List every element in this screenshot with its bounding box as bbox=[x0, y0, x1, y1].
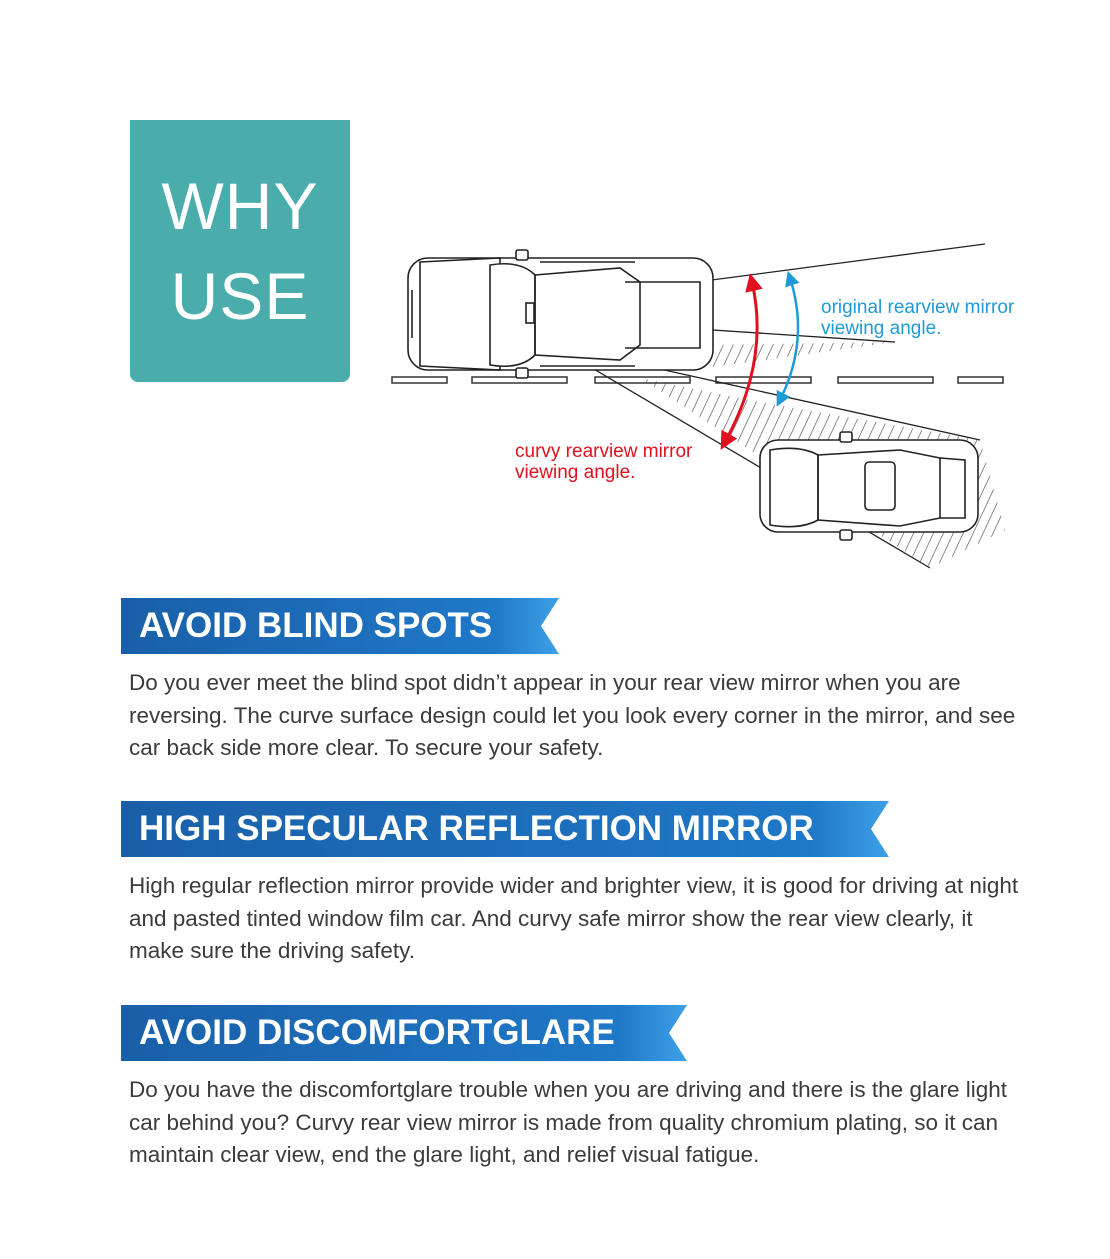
original-label-line1: original rearview mirror bbox=[821, 297, 1015, 318]
section-banner-specular bbox=[121, 801, 891, 857]
section-body: Do you ever meet the blind spot didn’t appear in your rear view mirror when you are reversing. The curve surface design could let you look every corner in the mirror, and see car back side more clear. To secure your safety. bbox=[129, 670, 1016, 760]
section-body: Do you have the discomfortglare trouble when you are driving and there is the glare light car behind you? Curvy rear view mirror is made from quality chromium plating, so it can maintain clear view, end the glare light, and relief visual fatigue. bbox=[129, 1077, 1008, 1167]
section-title: AVOID DISCOMFORTGLARE bbox=[139, 1013, 615, 1052]
original-angle-arrow bbox=[780, 278, 798, 400]
car-behind-icon bbox=[760, 432, 978, 540]
original-label-line2: viewing angle. bbox=[821, 318, 942, 339]
section-banner-blind-spots bbox=[121, 598, 561, 654]
section-title: HIGH SPECULAR REFLECTION MIRROR bbox=[139, 809, 814, 848]
curvy-label-line1: curvy rearview mirror bbox=[515, 441, 693, 462]
why-text: WHY bbox=[161, 169, 319, 243]
car-front-icon bbox=[408, 250, 713, 378]
use-text: USE bbox=[170, 259, 310, 333]
curvy-label-line2: viewing angle. bbox=[515, 462, 636, 483]
section-body: High regular reflection mirror provide wider and brighter view, it is good for driving at night and pasted tinted window film car. And curvy safe mirror show the rear view clearly, it make sure the driving safety. bbox=[129, 873, 1019, 963]
section-banner-discomfortglare bbox=[121, 1005, 689, 1061]
section-title: AVOID BLIND SPOTS bbox=[139, 606, 493, 645]
mirror-viewing-angle-diagram bbox=[0, 0, 1110, 580]
